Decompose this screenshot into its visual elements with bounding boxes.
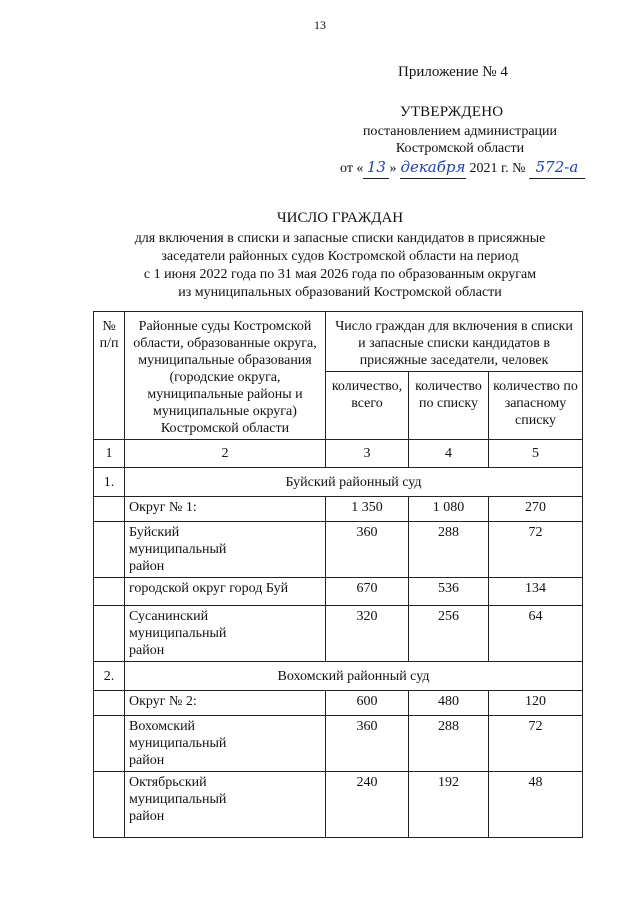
approval-line-2: Костромской области <box>395 141 525 156</box>
table-row <box>94 772 583 838</box>
row-total: 670 <box>326 578 409 606</box>
row-reserve: 48 <box>489 772 583 838</box>
col-number-4: 4 <box>409 440 489 468</box>
citizens-table <box>93 311 583 838</box>
col-number-2: 2 <box>125 440 326 468</box>
subtitle-line: заседатели районных судов Костромской области на период <box>161 249 519 264</box>
table-row <box>94 606 583 662</box>
row-name: городской округ город Буй <box>125 578 326 606</box>
handwritten-number: 572-а <box>529 158 585 179</box>
approval-line-1: постановлением администрации <box>362 124 558 139</box>
table-row <box>94 691 583 716</box>
row-total: 240 <box>326 772 409 838</box>
header-group: Число граждан для включения в списки и запасные списки кандидатов в присяжные заседатели, человек <box>326 312 583 372</box>
table-row <box>94 497 583 522</box>
row-total: 360 <box>326 716 409 772</box>
row-main: 288 <box>409 522 489 578</box>
approval-date-line <box>340 158 585 179</box>
row-name: Октябрьский муниципальный район <box>125 772 326 838</box>
page-number: 13 <box>314 18 326 32</box>
row-name: Округ № 1: <box>125 497 326 522</box>
court-row <box>94 468 583 497</box>
document-subtitle <box>60 230 620 302</box>
subtitle-line: из муниципальных образований Костромской области <box>178 285 502 300</box>
court-num: 1. <box>94 468 125 497</box>
row-main: 1 080 <box>409 497 489 522</box>
document-title: ЧИСЛО ГРАЖДАН <box>276 210 404 226</box>
handwritten-month: декабря <box>400 158 466 179</box>
row-reserve: 72 <box>489 716 583 772</box>
row-reserve: 64 <box>489 606 583 662</box>
row-name: Округ № 2: <box>125 691 326 716</box>
subtitle-line: с 1 июня 2022 года по 31 мая 2026 года по образованным округам <box>143 267 537 282</box>
court-name: Вохомский районный суд <box>125 662 583 691</box>
court-name: Буйский районный суд <box>125 468 583 497</box>
row-name: Буйский муниципальный район <box>125 522 326 578</box>
subtitle-line: для включения в списки и запасные списки кандидатов в присяжные <box>134 231 546 246</box>
row-reserve: 270 <box>489 497 583 522</box>
row-name: Сусанинский муниципальный район <box>125 606 326 662</box>
header-total: количество, всего <box>326 372 409 440</box>
row-reserve: 134 <box>489 578 583 606</box>
row-main: 480 <box>409 691 489 716</box>
court-num: 2. <box>94 662 125 691</box>
row-main: 192 <box>409 772 489 838</box>
date-prefix: от « <box>340 161 364 176</box>
row-total: 1 350 <box>326 497 409 522</box>
header-reserve: количество по запасному списку <box>489 372 583 440</box>
col-number-5: 5 <box>489 440 583 468</box>
row-main: 536 <box>409 578 489 606</box>
row-total: 600 <box>326 691 409 716</box>
row-reserve: 120 <box>489 691 583 716</box>
header-num: № п/п <box>94 312 125 440</box>
court-row <box>94 662 583 691</box>
row-total: 360 <box>326 522 409 578</box>
col-number-1: 1 <box>94 440 125 468</box>
header-courts: Районные суды Костромской области, образованные округа, муниципальные образования (городские округа, муниципальные районы и муниципальные округа) Костромской области <box>125 312 326 440</box>
table-row <box>94 716 583 772</box>
header-main: количество по списку <box>409 372 489 440</box>
date-mid: » <box>389 161 397 176</box>
table-row <box>94 522 583 578</box>
row-main: 256 <box>409 606 489 662</box>
row-name: Вохомский муниципальный район <box>125 716 326 772</box>
table-row <box>94 578 583 606</box>
approved-heading: УТВЕРЖДЕНО <box>400 104 504 120</box>
col-number-3: 3 <box>326 440 409 468</box>
row-reserve: 72 <box>489 522 583 578</box>
row-total: 320 <box>326 606 409 662</box>
row-main: 288 <box>409 716 489 772</box>
year-text: 2021 г. № <box>469 161 526 176</box>
appendix-label: Приложение № 4 <box>398 64 508 80</box>
handwritten-day: 13 <box>363 158 389 179</box>
